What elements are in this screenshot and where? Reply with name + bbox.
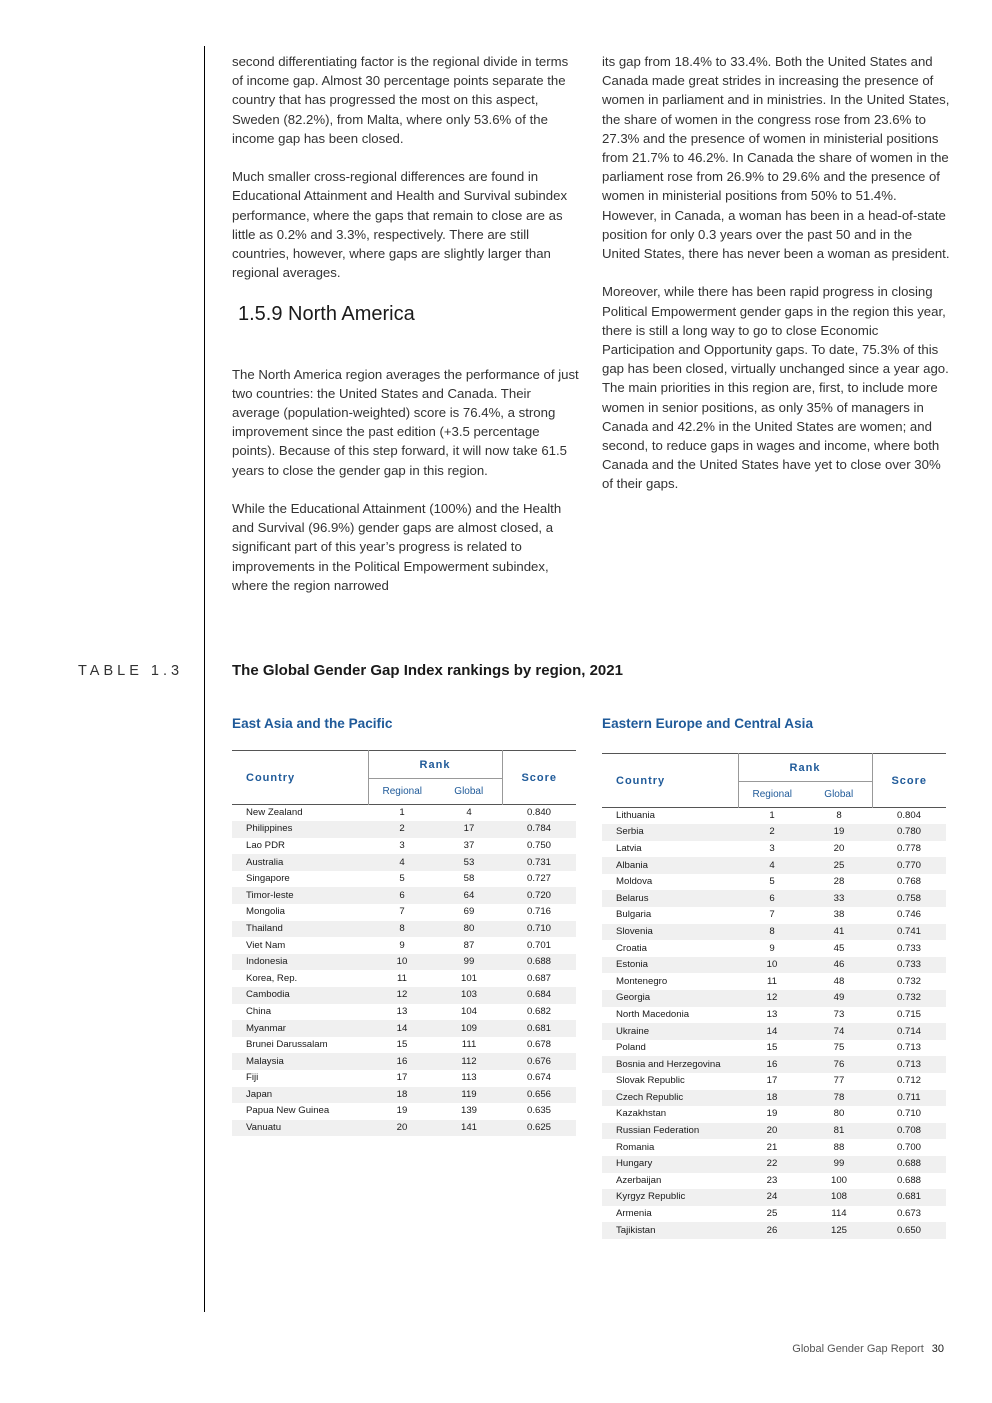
table-row [602, 990, 946, 1007]
global-rank-cell: 20 [833, 842, 845, 854]
regional-rank-cell: 22 [738, 1156, 806, 1173]
score-cell: 0.682 [526, 1005, 551, 1017]
country-cell: Cambodia [232, 987, 368, 1004]
score-cell: 0.688 [502, 954, 576, 971]
table-row [232, 887, 576, 904]
score-cell: 0.681 [502, 1020, 576, 1037]
table-row [232, 1087, 576, 1104]
score-cell: 0.673 [896, 1208, 921, 1220]
vertical-rule [204, 46, 205, 1312]
section-heading: 1.5.9 North America [238, 302, 415, 325]
table-row [602, 1056, 946, 1073]
regional-rank-cell: 4 [368, 854, 436, 871]
global-rank-cell: 80 [436, 921, 502, 938]
paragraph: While the Educational Attainment (100%) and the Health and Survival (96.9%) gender gaps are almost closed, a significant part of this year’s progress is related to improvements in the Political Empowerment subindex, where the region narrowed [232, 501, 562, 593]
table-row [602, 1123, 946, 1140]
regional-rank-cell: 12 [738, 990, 806, 1007]
regional-rank-cell: 20 [368, 1120, 436, 1137]
regional-rank-cell: 25 [766, 1208, 778, 1220]
score-cell: 0.635 [526, 1105, 551, 1117]
regional-rank-cell: 5 [399, 873, 405, 885]
table-row [232, 1037, 576, 1054]
regional-rank-cell: 21 [766, 1141, 778, 1153]
regional-rank-cell: 18 [738, 1090, 806, 1107]
score-cell: 0.770 [872, 857, 946, 874]
country-cell: Belarus [602, 890, 738, 907]
regional-rank-cell: 24 [738, 1189, 806, 1206]
country-cell: Fiji [246, 1072, 259, 1084]
score-cell: 0.700 [896, 1141, 921, 1153]
country-cell: Armenia [616, 1208, 652, 1220]
regional-rank-cell: 20 [738, 1123, 806, 1140]
country-cell: Montenegro [616, 975, 668, 987]
score-cell: 0.778 [896, 842, 921, 854]
regional-rank-cell: 3 [769, 842, 775, 854]
table-row [232, 937, 576, 954]
table-row [602, 890, 946, 907]
country-cell: Viet Nam [246, 939, 286, 951]
score-cell: 0.732 [872, 990, 946, 1007]
score-cell: 0.733 [896, 942, 921, 954]
regional-rank-cell: 9 [399, 939, 405, 951]
country-cell: North Macedonia [616, 1008, 690, 1020]
table-row [232, 854, 576, 871]
country-cell: Kyrgyz Republic [602, 1189, 738, 1206]
header-score: Score [891, 774, 928, 787]
country-cell: Malaysia [232, 1053, 368, 1070]
regional-rank-cell: 8 [368, 921, 436, 938]
table-row [602, 1139, 946, 1156]
table-row [232, 904, 576, 921]
global-rank-cell: 99 [436, 954, 502, 971]
score-cell: 0.688 [872, 1156, 946, 1173]
score-cell: 0.650 [872, 1222, 946, 1239]
global-rank-cell: 19 [806, 824, 872, 841]
score-cell: 0.674 [526, 1072, 551, 1084]
regional-rank-cell: 2 [738, 824, 806, 841]
country-cell: Slovenia [602, 924, 738, 941]
country-cell: Myanmar [232, 1020, 368, 1037]
regional-rank-cell: 10 [368, 954, 436, 971]
score-cell: 0.625 [502, 1120, 576, 1137]
score-cell: 0.768 [896, 876, 921, 888]
global-rank-cell: 78 [806, 1090, 872, 1107]
country-cell: Azerbaijan [616, 1174, 662, 1186]
global-rank-cell: 75 [833, 1042, 845, 1054]
country-cell: China [246, 1005, 272, 1017]
global-rank-cell: 125 [806, 1222, 872, 1239]
global-rank-cell: 88 [833, 1141, 845, 1153]
global-rank-cell: 28 [833, 876, 845, 888]
score-cell: 0.741 [872, 924, 946, 941]
header-global: Global [436, 779, 502, 805]
global-rank-cell: 81 [806, 1123, 872, 1140]
score-cell: 0.804 [896, 810, 921, 822]
global-rank-cell: 41 [806, 924, 872, 941]
score-cell: 0.710 [896, 1108, 921, 1120]
table-row [602, 1222, 946, 1239]
score-cell: 0.840 [526, 807, 551, 819]
regional-rank-cell: 6 [738, 890, 806, 907]
regional-rank-cell: 11 [397, 972, 407, 984]
score-cell: 0.727 [526, 873, 551, 885]
table-row [232, 805, 576, 822]
table-row [232, 1053, 576, 1070]
table-row [602, 1073, 946, 1090]
score-cell: 0.750 [526, 839, 551, 851]
header-country: Country [246, 771, 296, 784]
score-cell: 0.758 [872, 890, 946, 907]
global-rank-cell: 114 [831, 1208, 847, 1220]
table-row [232, 921, 576, 938]
regional-rank-cell: 14 [738, 1023, 806, 1040]
country-cell: Mongolia [246, 906, 285, 918]
table-row [232, 1103, 576, 1120]
table-title: The Global Gender Gap Index rankings by region, 2021 [232, 662, 623, 679]
table-row [232, 1120, 576, 1137]
country-cell: Russian Federation [602, 1123, 738, 1140]
global-rank-cell: 48 [833, 975, 845, 987]
country-cell: Albania [602, 857, 738, 874]
table-row [602, 1090, 946, 1107]
table-row [602, 1023, 946, 1040]
report-name: Global Gender Gap Report [792, 1343, 924, 1355]
global-rank-cell: 104 [460, 1005, 477, 1017]
global-rank-cell: 103 [436, 987, 502, 1004]
country-cell: Georgia [602, 990, 738, 1007]
country-cell: Philippines [232, 821, 368, 838]
score-cell: 0.711 [872, 1090, 946, 1107]
score-cell: 0.708 [872, 1123, 946, 1140]
score-cell: 0.713 [872, 1056, 946, 1073]
regional-rank-cell: 17 [766, 1075, 778, 1087]
regional-rank-cell: 6 [368, 887, 436, 904]
table-label: TABLE 1.3 [78, 663, 184, 679]
country-cell: Indonesia [232, 954, 368, 971]
country-cell: Tajikistan [602, 1222, 738, 1239]
regional-rank-cell: 5 [769, 876, 775, 888]
score-cell: 0.746 [896, 909, 921, 921]
paragraph: its gap from 18.4% to 33.4%. Both the United States and Canada made great strides in increasing the presence of women in parliament and in ministries. In the United States, the share of women in the congress rose from 23.6% to 27.3% and the presence of women in ministerial positions from 21.7% to 46.2%. In Canada the share of women in the parliament rose from 26.9% to 29.6% and the presence of women in ministerial positions from 50% to 51.4%. However, in Canada, a woman has been in a head-of-state position for only 0.3 years over the past 50 and in the United States, there has never been a woman as president. [602, 54, 950, 262]
score-cell: 0.688 [896, 1174, 921, 1186]
country-cell: Ukraine [602, 1023, 738, 1040]
global-rank-cell: 25 [806, 857, 872, 874]
table-row [232, 1004, 576, 1021]
regional-rank-cell: 7 [769, 909, 775, 921]
country-cell: Serbia [602, 824, 738, 841]
regional-rank-cell: 15 [396, 1039, 408, 1051]
global-rank-cell: 80 [833, 1108, 845, 1120]
header-rank: Rank [738, 754, 872, 782]
global-rank-cell: 49 [806, 990, 872, 1007]
score-cell: 0.710 [502, 921, 576, 938]
table-row [602, 824, 946, 841]
country-cell: Czech Republic [602, 1090, 738, 1107]
rankings-table-east-asia [232, 750, 576, 1136]
global-rank-cell: 38 [833, 909, 845, 921]
global-rank-cell: 87 [463, 939, 475, 951]
global-rank-cell: 37 [463, 839, 475, 851]
global-rank-cell: 64 [436, 887, 502, 904]
region-eastern-europe [602, 714, 946, 1239]
region-east-asia [232, 714, 576, 1136]
score-cell: 0.713 [896, 1042, 921, 1054]
country-cell: Bosnia and Herzegovina [602, 1056, 738, 1073]
regional-rank-cell: 14 [368, 1020, 436, 1037]
regional-rank-cell: 12 [368, 987, 436, 1004]
global-rank-cell: 141 [436, 1120, 502, 1137]
table-row [232, 954, 576, 971]
country-cell: Estonia [602, 957, 738, 974]
regional-rank-cell: 19 [766, 1108, 778, 1120]
table-row [602, 857, 946, 874]
rankings-table-eastern-europe [602, 753, 946, 1239]
country-cell: Moldova [616, 876, 653, 888]
country-cell: Romania [616, 1141, 655, 1153]
country-cell: Vanuatu [232, 1120, 368, 1137]
score-cell: 0.701 [526, 939, 551, 951]
header-score: Score [521, 771, 558, 784]
global-rank-cell: 109 [436, 1020, 502, 1037]
score-cell: 0.732 [896, 975, 921, 987]
score-cell: 0.780 [872, 824, 946, 841]
table-row [602, 1173, 946, 1190]
header-rank: Rank [368, 751, 502, 779]
regional-rank-cell: 15 [766, 1042, 778, 1054]
table-row [602, 1206, 946, 1223]
score-cell: 0.784 [502, 821, 576, 838]
region-title: Eastern Europe and Central Asia [602, 716, 814, 731]
country-cell: Japan [232, 1087, 368, 1104]
global-rank-cell: 119 [436, 1087, 502, 1104]
table-row [602, 1007, 946, 1024]
right-text-column [602, 52, 950, 513]
country-cell: Hungary [602, 1156, 738, 1173]
table-row [232, 987, 576, 1004]
score-cell: 0.678 [526, 1039, 551, 1051]
country-cell: Kazakhstan [616, 1108, 667, 1120]
page-footer [792, 1343, 944, 1355]
table-row [602, 973, 946, 990]
regional-rank-cell: 7 [399, 906, 405, 918]
score-cell: 0.684 [502, 987, 576, 1004]
table-row [232, 1020, 576, 1037]
regional-rank-cell: 11 [767, 975, 777, 987]
score-cell: 0.681 [872, 1189, 946, 1206]
country-cell: Timor-leste [232, 887, 368, 904]
table-row [602, 1040, 946, 1057]
country-cell: Lao PDR [246, 839, 285, 851]
score-cell: 0.733 [872, 957, 946, 974]
header-global: Global [806, 782, 872, 808]
table-row [602, 1189, 946, 1206]
score-cell: 0.714 [872, 1023, 946, 1040]
global-rank-cell: 8 [836, 810, 842, 822]
global-rank-cell: 17 [436, 821, 502, 838]
table-row [602, 808, 946, 825]
table-row [602, 924, 946, 941]
score-cell: 0.687 [526, 972, 551, 984]
global-rank-cell: 58 [463, 873, 475, 885]
header-regional: Regional [738, 782, 806, 808]
global-rank-cell: 112 [436, 1053, 502, 1070]
regional-rank-cell: 4 [738, 857, 806, 874]
country-cell: Bulgaria [616, 909, 652, 921]
country-cell: Singapore [246, 873, 290, 885]
regional-rank-cell: 26 [738, 1222, 806, 1239]
regional-rank-cell: 1 [769, 810, 775, 822]
global-rank-cell: 139 [460, 1105, 477, 1117]
score-cell: 0.715 [896, 1008, 921, 1020]
regional-rank-cell: 13 [396, 1005, 408, 1017]
table-row [602, 907, 946, 924]
country-cell: Latvia [616, 842, 642, 854]
country-cell: Poland [616, 1042, 646, 1054]
global-rank-cell: 73 [833, 1008, 845, 1020]
global-rank-cell: 69 [463, 906, 475, 918]
country-cell: Lithuania [616, 810, 655, 822]
country-cell: Brunei Darussalam [246, 1039, 328, 1051]
score-cell: 0.716 [526, 906, 551, 918]
left-text-column [232, 52, 580, 614]
country-cell: Australia [232, 854, 368, 871]
regional-rank-cell: 2 [368, 821, 436, 838]
regional-rank-cell: 17 [396, 1072, 408, 1084]
table-row [602, 841, 946, 858]
score-cell: 0.731 [502, 854, 576, 871]
header-regional: Regional [368, 779, 436, 805]
table-row [232, 1070, 576, 1087]
country-cell: Papua New Guinea [246, 1105, 330, 1117]
table-row [602, 957, 946, 974]
regional-rank-cell: 10 [738, 957, 806, 974]
regional-rank-cell: 19 [396, 1105, 408, 1117]
table-row [232, 970, 576, 987]
global-rank-cell: 53 [436, 854, 502, 871]
table-row [232, 838, 576, 855]
global-rank-cell: 99 [806, 1156, 872, 1173]
paragraph: The North America region averages the performance of just two countries: the United States and Canada. Their average (population-weighted) score is 76.4%, a strong improvement since the past edition (+3.5 percentage points). Because of this step forward, it will now take 61.5 years to close the gender gap in this region. [232, 366, 579, 478]
regional-rank-cell: 3 [399, 839, 405, 851]
regional-rank-cell: 1 [399, 807, 405, 819]
table-row [232, 871, 576, 888]
global-rank-cell: 111 [461, 1039, 477, 1051]
score-cell: 0.656 [502, 1087, 576, 1104]
score-cell: 0.676 [502, 1053, 576, 1070]
global-rank-cell: 101 [460, 972, 477, 984]
paragraph: Much smaller cross-regional differences are found in Educational Attainment and Health and Survival subindex performance, where the gaps that remain to close are as little as 0.2% and 3.3%, respectively. There are still countries, however, where gaps are slightly larger than regional averages. [232, 169, 568, 281]
header-country: Country [616, 774, 666, 787]
global-rank-cell: 46 [806, 957, 872, 974]
country-cell: Slovak Republic [616, 1075, 685, 1087]
score-cell: 0.712 [896, 1075, 921, 1087]
global-rank-cell: 74 [806, 1023, 872, 1040]
table-row [602, 940, 946, 957]
table-row [602, 1106, 946, 1123]
regional-rank-cell: 23 [766, 1174, 778, 1186]
global-rank-cell: 100 [830, 1174, 847, 1186]
global-rank-cell: 108 [806, 1189, 872, 1206]
global-rank-cell: 4 [466, 807, 472, 819]
score-cell: 0.720 [502, 887, 576, 904]
paragraph: second differentiating factor is the regional divide in terms of income gap. Almost 30 percentage points separate the country that has progressed the most on this aspect, Sweden (82.2%), from Malta, where only 53.6% of the income gap has been closed. [232, 54, 569, 146]
country-cell: Croatia [616, 942, 647, 954]
table-row [602, 874, 946, 891]
regional-rank-cell: 13 [766, 1008, 778, 1020]
page-number: 30 [931, 1343, 944, 1355]
country-cell: Thailand [232, 921, 368, 938]
regional-rank-cell: 16 [368, 1053, 436, 1070]
global-rank-cell: 113 [461, 1072, 477, 1084]
global-rank-cell: 77 [833, 1075, 845, 1087]
global-rank-cell: 45 [833, 942, 845, 954]
table-row [232, 821, 576, 838]
region-title: East Asia and the Pacific [232, 716, 393, 731]
country-cell: New Zealand [246, 807, 303, 819]
table-row [602, 1156, 946, 1173]
regional-rank-cell: 18 [368, 1087, 436, 1104]
paragraph: Moreover, while there has been rapid progress in closing Political Empowerment gender gaps in the region this year, there is still a long way to go to close Economic Participation and Opportunity gaps. To date, 75.3% of this gap has been closed, virtually unchanged since a year ago. The main priorities in this region are, first, to include more women in senior positions, as only 35% of managers in Canada and 42.2% in the United States are women; and second, to reduce gaps in wages and income, where both Canada and the United States have yet to close over 30% of their gaps. [602, 284, 949, 492]
regional-rank-cell: 16 [738, 1056, 806, 1073]
country-cell: Korea, Rep. [246, 972, 298, 984]
global-rank-cell: 76 [806, 1056, 872, 1073]
regional-rank-cell: 8 [738, 924, 806, 941]
regional-rank-cell: 9 [769, 942, 775, 954]
global-rank-cell: 33 [806, 890, 872, 907]
